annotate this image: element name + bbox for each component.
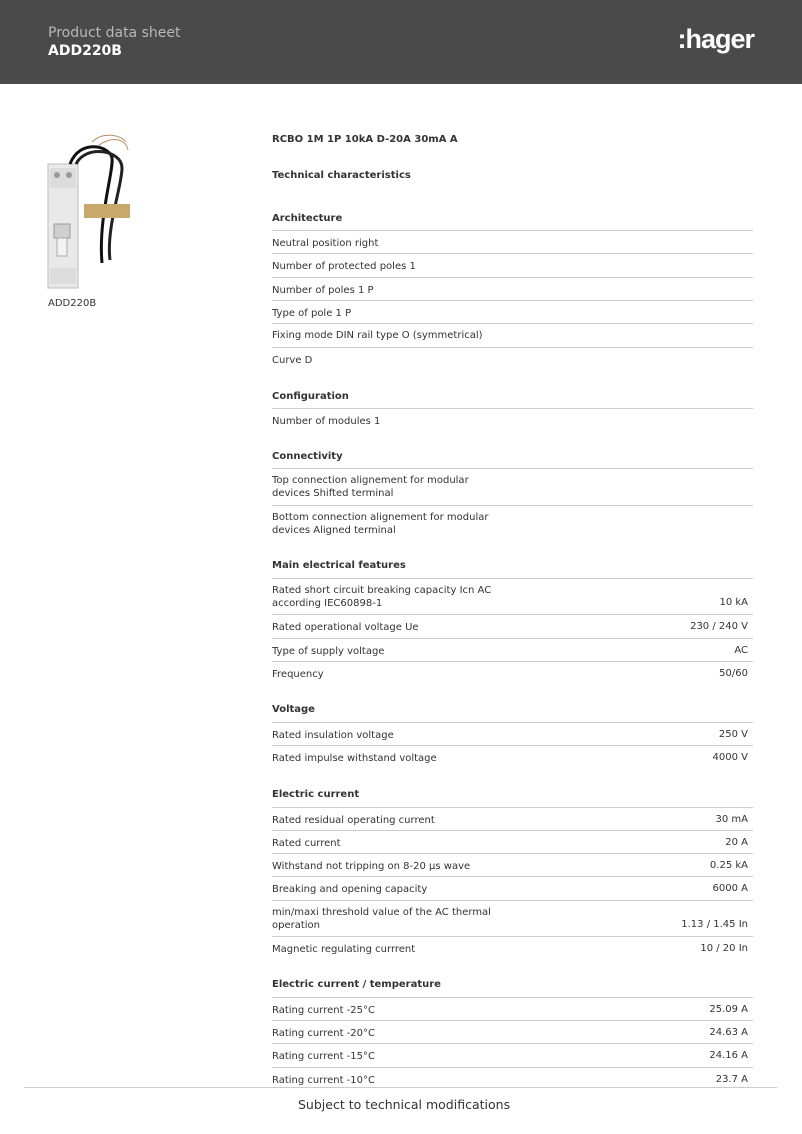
spec-label: Neutral position right <box>272 238 379 249</box>
spec-value: 0.25 kA <box>709 860 748 871</box>
spec-row <box>272 745 753 769</box>
spec-row <box>272 807 753 831</box>
spec-value: 10 / 20 In <box>700 943 748 954</box>
spec-label: Withstand not tripping on 8-20 µs wave <box>272 861 471 872</box>
spec-row <box>272 1043 753 1068</box>
spec-row <box>272 323 753 348</box>
spec-row <box>272 722 753 746</box>
spec-label: Magnetic regulating currrent <box>272 944 416 955</box>
spec-label: Number of modules 1 <box>272 416 381 427</box>
spec-label: Rated current <box>272 838 341 849</box>
spec-row <box>272 853 753 877</box>
section-heading: Voltage <box>272 704 315 715</box>
section-heading: Connectivity <box>272 451 343 462</box>
spec-row <box>272 614 753 639</box>
spec-label: Rating current -20°C <box>272 1028 375 1039</box>
spec-value: 20 A <box>725 837 748 848</box>
spec-label: Rating current -15°C <box>272 1051 375 1062</box>
section-heading: Architecture <box>272 213 343 224</box>
footer-divider <box>24 1087 777 1088</box>
spec-label: Fixing mode DIN rail type O (symmetrical) <box>272 330 483 341</box>
spec-row <box>272 661 753 685</box>
spec-value: 24.63 A <box>709 1027 748 1038</box>
spec-row <box>272 253 753 278</box>
spec-value: 23.7 A <box>715 1074 748 1085</box>
spec-label: Rated impulse withstand voltage <box>272 753 437 764</box>
product-image <box>40 128 140 293</box>
spec-row <box>272 468 753 506</box>
spec-label: Number of poles 1 P <box>272 285 374 296</box>
header-title: Product data sheet <box>48 25 181 41</box>
footer-text: Subject to technical modifications <box>298 1097 511 1112</box>
spec-row <box>272 936 753 960</box>
spec-value: 1.13 / 1.45 In <box>681 919 748 930</box>
spec-label: Rated residual operating current <box>272 815 435 826</box>
spec-label: Type of supply voltage <box>272 646 385 657</box>
spec-label: Curve D <box>272 355 313 366</box>
spec-row <box>272 300 753 324</box>
spec-label: Rated insulation voltage <box>272 730 394 741</box>
spec-value: 24.16 A <box>709 1050 748 1061</box>
spec-row <box>272 830 753 854</box>
spec-value: 25.09 A <box>709 1004 748 1015</box>
brand-logo: :hager <box>677 24 754 54</box>
spec-value: 230 / 240 V <box>690 621 748 632</box>
spec-row <box>272 408 753 432</box>
product-image-caption: ADD220B <box>48 298 97 309</box>
spec-label: Frequency <box>272 669 324 680</box>
spec-label: Rated short circuit breaking capacity Icn AC according IEC60898-1 <box>272 585 492 609</box>
spec-row <box>272 277 753 301</box>
spec-value: 50/60 <box>719 668 748 679</box>
section-heading: Electric current <box>272 789 360 800</box>
section-heading: Electric current / temperature <box>272 979 441 990</box>
product-title: RCBO 1M 1P 10kA D-20A 30mA A <box>272 134 458 145</box>
spec-value: 250 V <box>718 729 748 740</box>
spec-value: 4000 V <box>712 752 748 763</box>
spec-label: Breaking and opening capacity <box>272 884 428 895</box>
spec-row <box>272 505 753 542</box>
technical-characteristics-heading: Technical characteristics <box>272 170 411 181</box>
spec-label: Number of protected poles 1 <box>272 261 416 272</box>
spec-label: Rating current -10°C <box>272 1075 375 1086</box>
spec-row <box>272 578 753 615</box>
spec-label: Bottom connection alignement for modular devices Aligned terminal <box>272 512 489 536</box>
spec-label: Rated operational voltage Ue <box>272 622 419 633</box>
header-reference: ADD220B <box>48 43 122 59</box>
spec-label: Rating current -25°C <box>272 1005 375 1016</box>
spec-row <box>272 1020 753 1044</box>
spec-value: 30 mA <box>715 814 748 825</box>
spec-label: Top connection alignement for modular devices Shifted terminal <box>272 475 469 499</box>
spec-row <box>272 347 753 371</box>
spec-label: Type of pole 1 P <box>272 308 352 319</box>
section-heading: Configuration <box>272 391 349 402</box>
spec-row <box>272 638 753 662</box>
spec-value: 6000 A <box>712 883 748 894</box>
spec-row <box>272 876 753 901</box>
page-header <box>0 0 802 84</box>
spec-value: AC <box>734 645 748 656</box>
spec-row <box>272 900 753 937</box>
section-heading: Main electrical features <box>272 560 406 571</box>
spec-row <box>272 230 753 254</box>
spec-row <box>272 997 753 1021</box>
spec-label: min/maxi threshold value of the AC thermal operation <box>272 907 491 931</box>
spec-value: 10 kA <box>719 597 748 608</box>
